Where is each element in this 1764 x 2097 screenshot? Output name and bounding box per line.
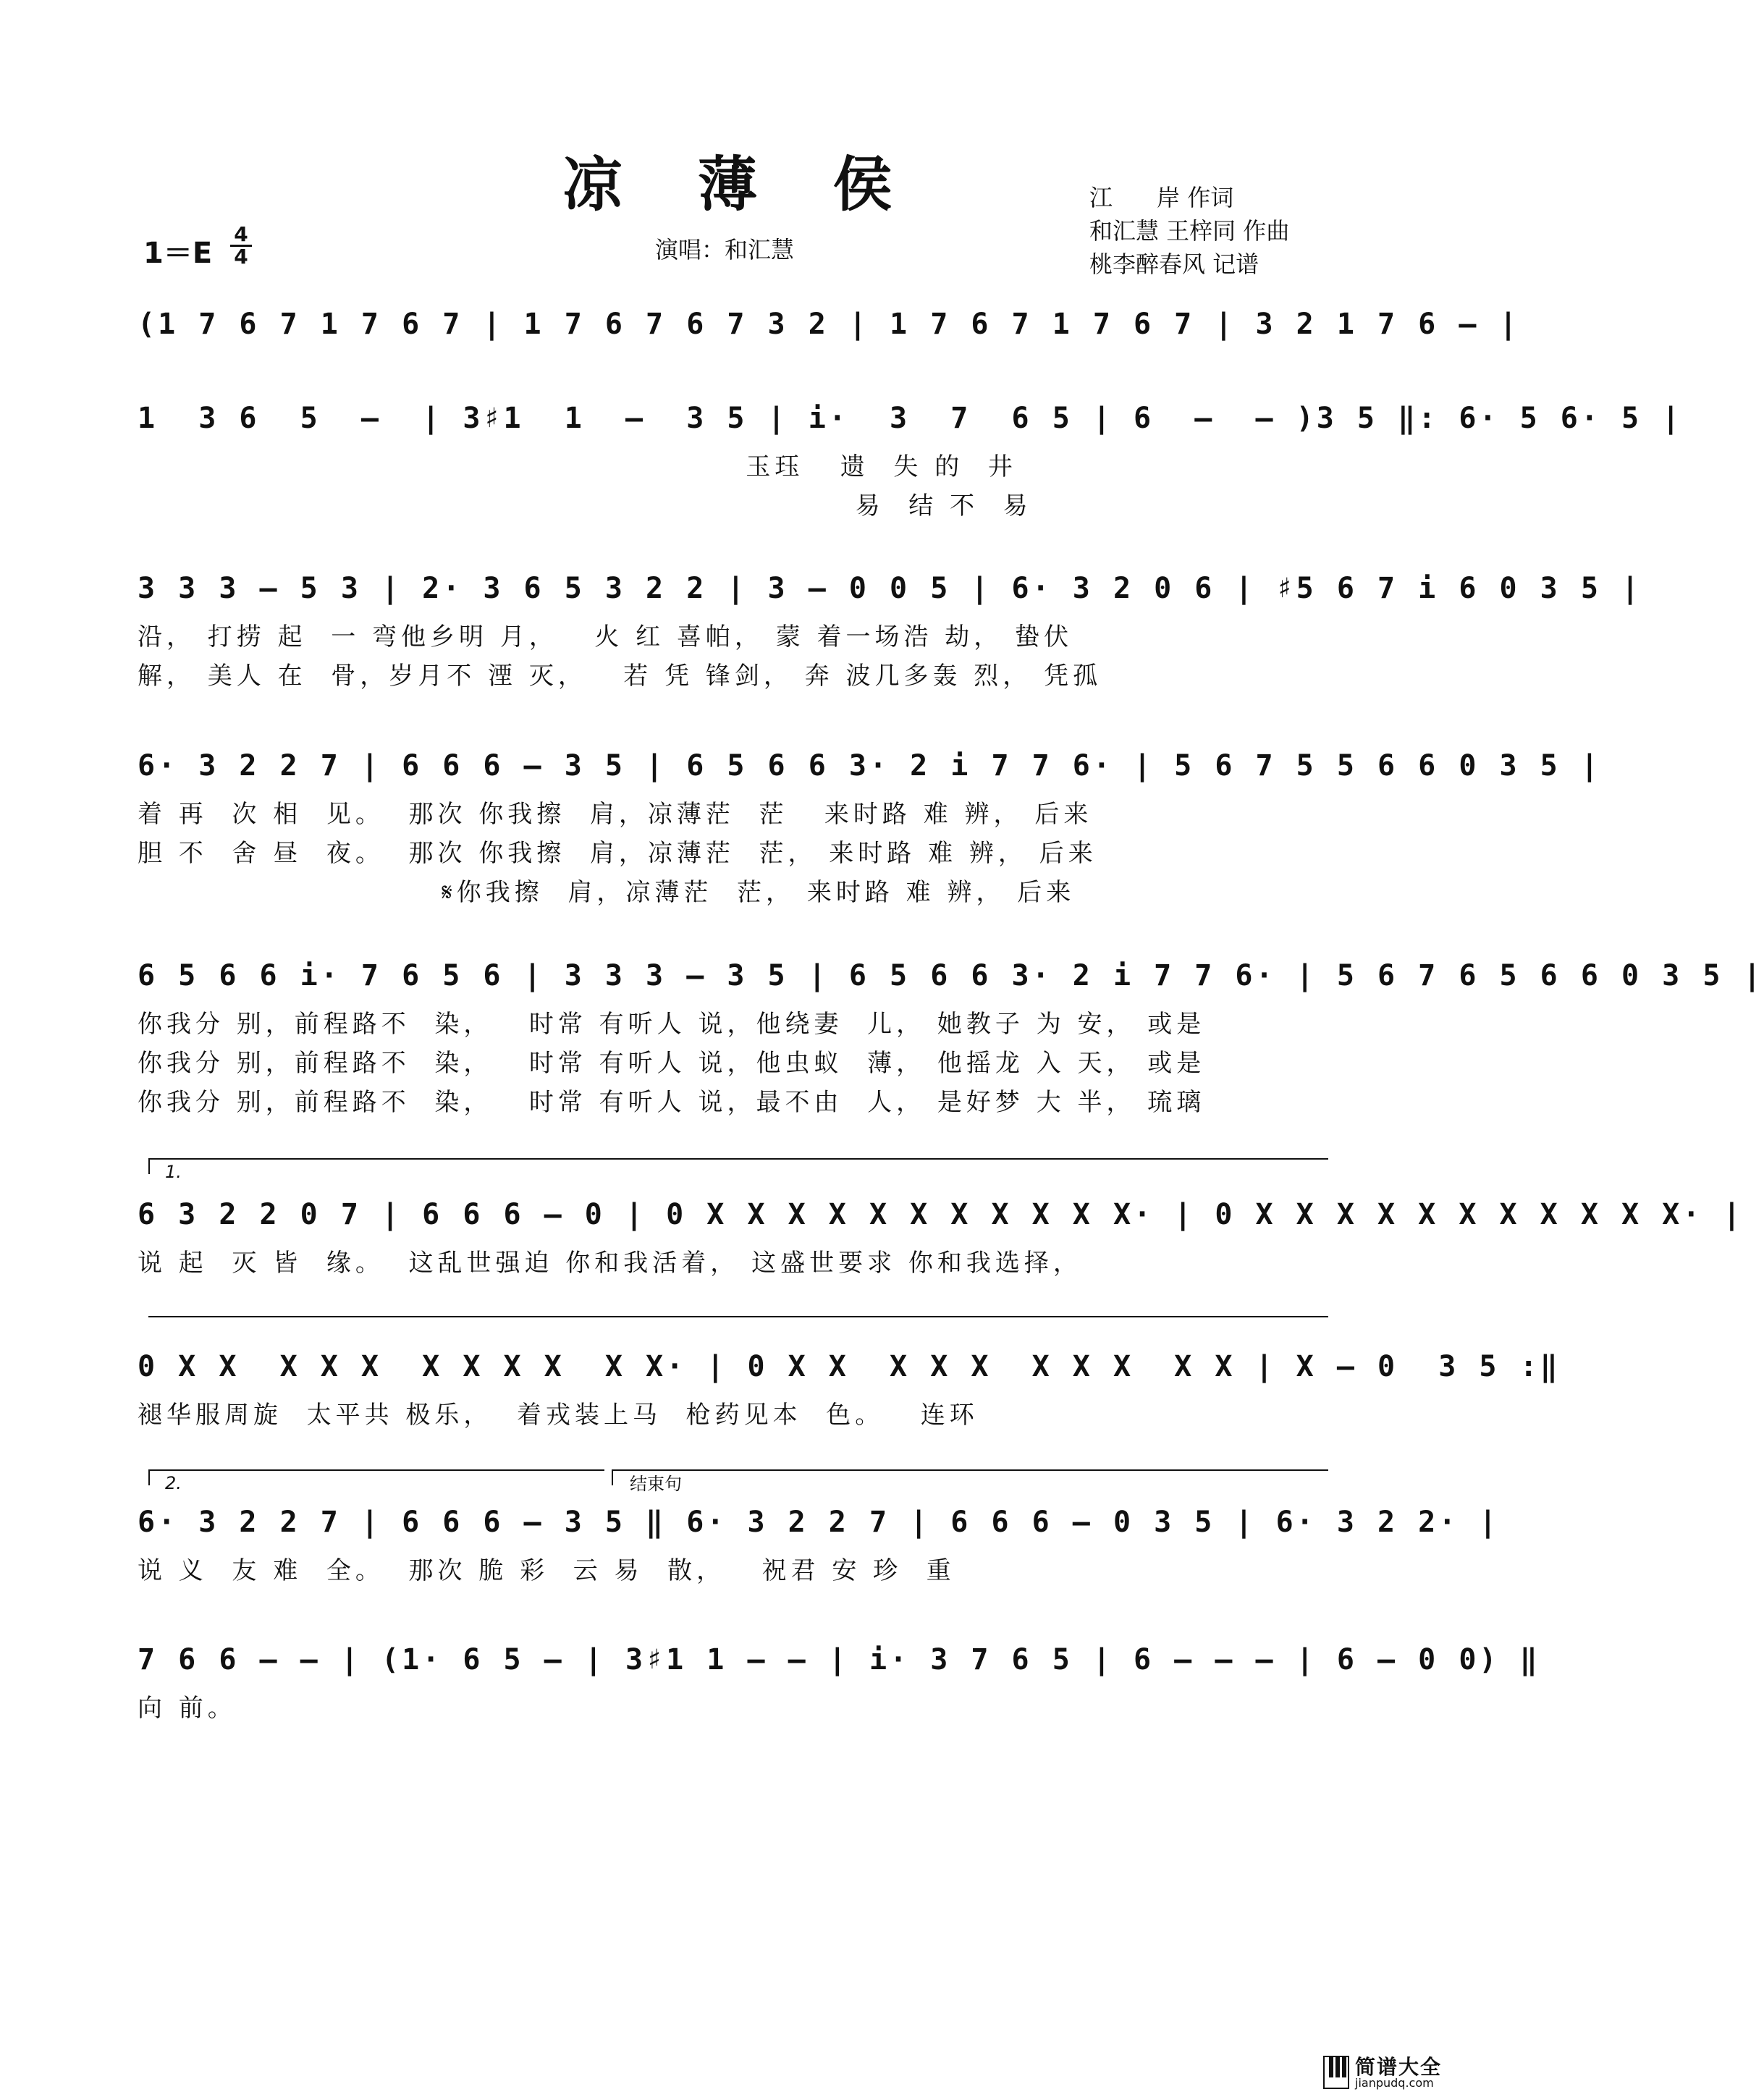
time-signature-numerator: 4 xyxy=(230,224,252,247)
lyric-line: 着 再 次 相 见。 那次 你我擦 肩，凉薄茫 茫 来时路 难 辨， 后来 xyxy=(138,800,1093,829)
notation-line: 6 3 2 2 0 7 | 6 6 6 – 0 | 0 X X X X X X X X X X X· | 0 X X X X X X X X X X X· | xyxy=(138,1198,1744,1231)
volta-bracket-line xyxy=(148,1316,1328,1317)
lyric-line: 向 前。 xyxy=(138,1694,237,1723)
lyric-line: 褪华服周旋 太平共 极乐， 着戎装上马 枪药见本 色。 连环 xyxy=(138,1401,979,1430)
lyricist-credit: 江 岸 作词 xyxy=(1089,184,1234,211)
lyric-line: 解， 美人 在 骨，岁月不 湮 灭， 若 凭 锋剑， 奔 波几多轰 烈， 凭孤 xyxy=(138,662,1102,691)
site-brand: 简谱大全 xyxy=(1355,2055,1443,2079)
song-title: 凉 薄 侯 xyxy=(562,150,920,219)
site-logo xyxy=(1323,2050,1468,2093)
notation-line: 0 X X X X X X X X X X X· | 0 X X X X X X X X X X | X – 0 3 5 :‖ xyxy=(138,1350,1561,1383)
notation-line: 7 6 6 – – | (1· 6 5 – | 3♯1 1 – – | i· 3 7 6 5 | 6 – – – | 6 – 0 0) ‖ xyxy=(138,1643,1540,1676)
key-signature: 1＝E xyxy=(143,237,213,270)
notation-line: 6· 3 2 2 7 | 6 6 6 – 3 5 ‖ 6· 3 2 2 7 | 6 6 6 – 0 3 5 | 6· 3 2 2· | xyxy=(138,1506,1500,1539)
ending-bracket-line xyxy=(612,1469,1328,1471)
lyric-line: 你我分 别，前程路不 染， 时常 有听人 说，他虫蚁 薄， 他摇龙 入 天， 或是 xyxy=(138,1049,1206,1078)
volta-bracket-line xyxy=(148,1158,1328,1160)
lyric-line: 𝄋你我擦 肩，凉薄茫 茫， 来时路 难 辨， 后来 xyxy=(138,878,1076,907)
ending-label: 结束句 xyxy=(630,1474,682,1494)
lyric-line: 胆 不 舍 昼 夜。 那次 你我擦 肩，凉薄茫 茫， 来时路 难 辨， 后来 xyxy=(138,839,1097,868)
credits xyxy=(1089,181,1289,281)
site-url: jianpudq.com xyxy=(1355,2076,1434,2090)
time-signature xyxy=(230,224,252,267)
lyric-line: 易 结 不 易 xyxy=(138,491,1032,520)
singer-credit: 演唱：和汇慧 xyxy=(655,236,795,263)
volta-bracket-line xyxy=(148,1469,604,1471)
volta-bracket-tick xyxy=(148,1158,150,1174)
ending-bracket-tick xyxy=(612,1469,613,1485)
notation-line: 3 3 3 – 5 3 | 2· 3 6 5 3 2 2 | 3 – 0 0 5 | 6· 3 2 0 6 | ♯5 6 7 i 6 0 3 5 | xyxy=(138,572,1642,605)
notation-line: 6 5 6 6 i· 7 6 5 6 | 3 3 3 – 3 5 | 6 5 6 6 3· 2 i 7 7 6· | 5 6 7 6 5 6 6 0 3 5 | xyxy=(138,959,1764,992)
lyric-line: 你我分 别，前程路不 染， 时常 有听人 说，他绕妻 儿， 她教子 为 安， 或是 xyxy=(138,1010,1206,1039)
volta-bracket-tick xyxy=(148,1469,150,1485)
lyric-line: 玉珏 遗 失 的 井 xyxy=(138,452,1017,481)
volta-label: 2. xyxy=(165,1473,182,1493)
transcriber-credit: 桃李醉春风 记谱 xyxy=(1089,250,1259,278)
piano-icon xyxy=(1323,2056,1349,2089)
notation-line: 6· 3 2 2 7 | 6 6 6 – 3 5 | 6 5 6 6 3· 2 i 7 7 6· | 5 6 7 5 5 6 6 0 3 5 | xyxy=(138,749,1601,782)
notation-line: 1 3 6 5 – | 3♯1 1 – 3 5 | i· 3 7 6 5 | 6 – – )3 5 ‖: 6· 5 6· 5 | xyxy=(138,402,1683,435)
lyric-line: 沿， 打捞 起 一 弯他乡明 月， 火 红 喜帕， 蒙 着一场浩 劫， 蛰伏 xyxy=(138,623,1073,651)
lyric-line: 说 起 灭 皆 缘。 这乱世强迫 你和我活着， 这盛世要求 你和我选择， xyxy=(138,1249,1082,1278)
lyric-line: 说 义 友 难 全。 那次 脆 彩 云 易 散， 祝君 安 珍 重 xyxy=(138,1556,955,1585)
notation-line: (1 7 6 7 1 7 6 7 | 1 7 6 7 6 7 3 2 | 1 7 6 7 1 7 6 7 | 3 2 1 7 6 – | xyxy=(138,308,1520,341)
lyric-line: 你我分 别，前程路不 染， 时常 有听人 说，最不由 人， 是好梦 大 半， 琉璃 xyxy=(138,1088,1206,1117)
composer-credit: 和汇慧 王梓同 作曲 xyxy=(1089,217,1290,245)
time-signature-denominator: 4 xyxy=(234,245,248,269)
volta-label: 1. xyxy=(165,1162,182,1182)
